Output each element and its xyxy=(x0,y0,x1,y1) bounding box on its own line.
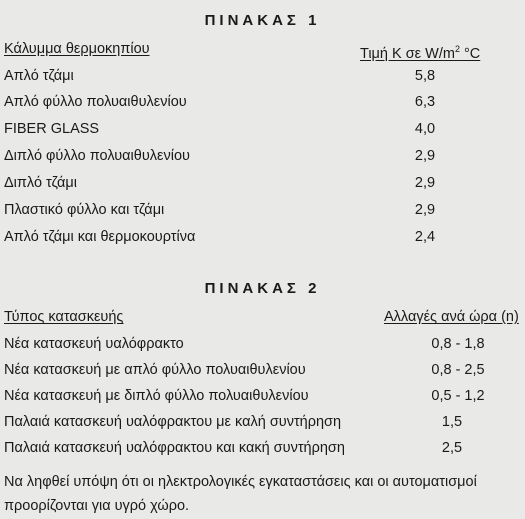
table1-row-value: 2,9 xyxy=(414,175,436,191)
table1-row-value: 4,0 xyxy=(414,121,436,137)
table1-row-label: Απλό φύλλο πολυαιθυλενίου xyxy=(4,94,187,110)
table1-header-right-sup: 2 xyxy=(454,44,460,54)
table2-row-label: Νέα κατασκευή με διπλό φύλλο πολυαιθυλενίου xyxy=(4,388,309,404)
table2-row-label: Παλαιά κατασκευή υαλόφρακτου και κακή συντήρηση xyxy=(4,440,345,456)
table2-row-label: Νέα κατασκευή υαλόφρακτο xyxy=(4,336,184,352)
table1-row-value: 2,4 xyxy=(414,229,436,245)
table2-header-right: Αλλαγές ανά ώρα (n) xyxy=(384,309,519,325)
table1-header-right-unit: °C xyxy=(459,46,481,62)
table2-row-value: 0,8 - 1,8 xyxy=(431,336,485,352)
table2-row-label: Νέα κατασκευή με απλό φύλλο πολυαιθυλενίου xyxy=(4,362,306,378)
table2-title: ΠΙΝΑΚΑΣ 2 xyxy=(204,280,321,297)
table1-header-right-main: Τιμή K σε W/m xyxy=(360,46,455,62)
table1-row-label: Απλό τζάμι xyxy=(4,68,74,84)
table1-row-value: 2,9 xyxy=(414,202,436,218)
table1-header-right xyxy=(360,40,480,63)
table2-row-value: 0,8 - 2,5 xyxy=(431,362,485,378)
table1-row-label: FIBER GLASS xyxy=(4,121,100,137)
table1-header-left: Κάλυμμα θερμοκηπίου xyxy=(4,41,150,57)
table1-row-value: 5,8 xyxy=(414,68,436,84)
table1-row-label: Διπλό φύλλο πολυαιθυλενίου xyxy=(4,148,190,164)
table2-row-value: 1,5 xyxy=(441,414,463,430)
table2-row-label: Παλαιά κατασκευή υαλόφρακτου με καλή συντήρηση xyxy=(4,414,342,430)
table2-header-left: Τύπος κατασκευής xyxy=(4,309,124,325)
table1-row-value: 2,9 xyxy=(414,148,436,164)
table2-row-value: 2,5 xyxy=(441,440,463,456)
table1-row-value: 6,3 xyxy=(414,94,436,110)
footnote: Να ληφθεί υπόψη ότι οι ηλεκτρολογικές εγκαταστάσεις και οι αυτοματισμοί προορίζονται για υγρό χώρο. xyxy=(4,474,477,514)
table1-row-label: Πλαστικό φύλλο και τζάμι xyxy=(4,202,165,218)
table1-row-label: Διπλό τζάμι xyxy=(4,175,77,191)
table1-title: ΠΙΝΑΚΑΣ 1 xyxy=(204,12,321,29)
table1-row-label: Απλό τζάμι και θερμοκουρτίνα xyxy=(4,229,196,245)
table2-row-value: 0,5 - 1,2 xyxy=(431,388,485,404)
